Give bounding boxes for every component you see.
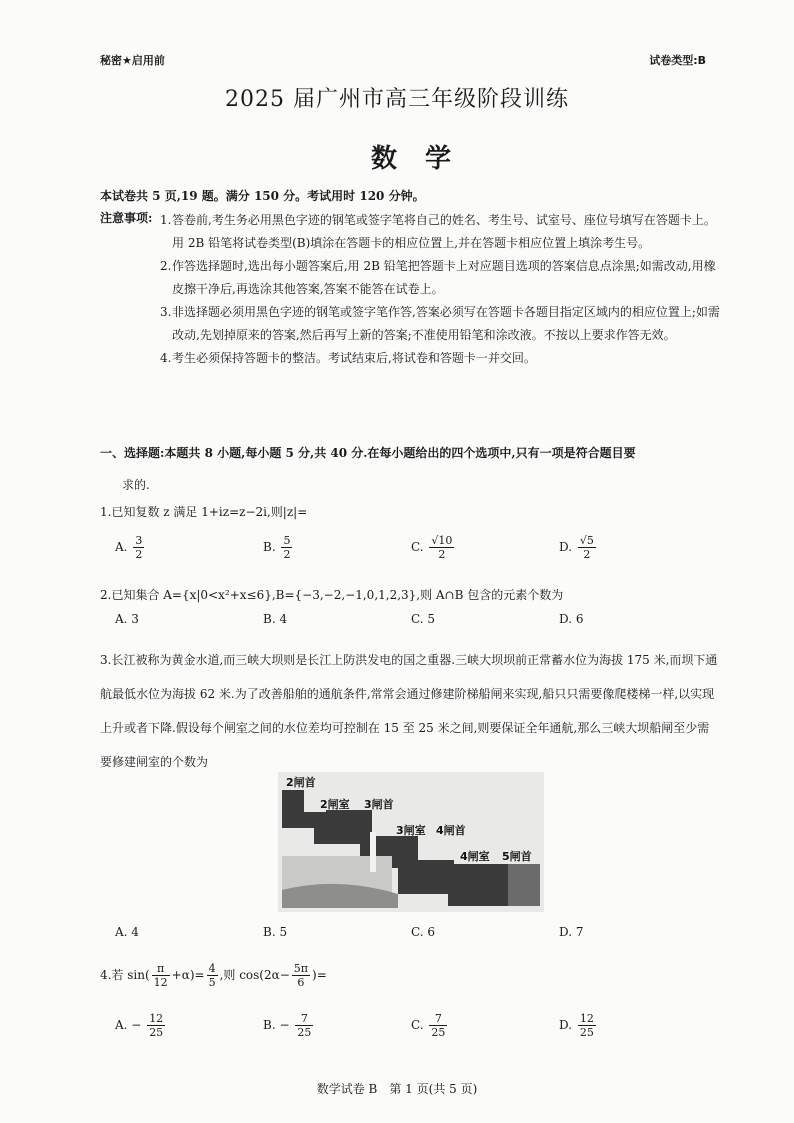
- label-4-head: 4闸首: [436, 824, 466, 837]
- option-d[interactable]: [559, 1012, 707, 1039]
- notes-list: [160, 209, 720, 370]
- denominator: 12: [153, 976, 168, 989]
- section-heading: [100, 437, 720, 501]
- option-c[interactable]: [411, 1012, 559, 1039]
- denominator: 2: [283, 548, 291, 561]
- option-a[interactable]: [115, 1012, 263, 1039]
- numerator: 7: [429, 1012, 447, 1026]
- question-4-stem: [100, 962, 327, 989]
- option-b[interactable]: [263, 534, 411, 561]
- fraction: [429, 534, 454, 561]
- fraction: [152, 962, 170, 989]
- option-d[interactable]: D. 7: [559, 925, 584, 939]
- paper-type-label: 试卷类型:B: [649, 54, 706, 67]
- option-a[interactable]: A. 3: [115, 612, 139, 626]
- note-text: 非选择题必须用黑色字迹的钢笔或签字笔作答,答案必须写在答题卡各题目指定区域内的相应位置上;如需改动,先划掉原来的答案,然后再写上新的答案;不准使用铅笔和涂改液。不按以上要求作答无效。: [172, 305, 720, 342]
- option-d[interactable]: [559, 534, 707, 561]
- option-b[interactable]: B. 5: [263, 925, 288, 939]
- label-5-head: 5闸首: [502, 850, 532, 863]
- question-2-options: [115, 612, 715, 626]
- note-number: 3.: [160, 305, 172, 319]
- fraction: [207, 962, 218, 989]
- label-2-chamber: 2闸室: [320, 798, 350, 811]
- question-3-options: [115, 925, 715, 939]
- note-number: 1.: [160, 213, 172, 227]
- note-item: [160, 209, 720, 255]
- lock-shadow: [508, 864, 540, 906]
- fraction: [578, 1012, 596, 1039]
- ship-lock-diagram: [278, 772, 544, 912]
- option-label: C.: [411, 540, 424, 554]
- note-text: 答卷前,考生务必用黑色字迹的钢笔或签字笔将自己的姓名、考生号、试室号、座位号填写在答题卡上。用 2B 铅笔将试卷类型(B)填涂在答题卡的相应位置上,并在答题卡相应位置上填涂考生号。: [172, 213, 716, 250]
- fraction: [147, 1012, 165, 1039]
- numerator: 5: [283, 534, 291, 547]
- option-a[interactable]: A. 4: [115, 925, 139, 939]
- label-3-head: 3闸首: [364, 798, 394, 811]
- numerator: 7: [295, 1012, 313, 1026]
- note-item: [160, 347, 720, 370]
- denominator: 2: [135, 548, 143, 561]
- stem-text: )=: [312, 968, 327, 982]
- option-label: D.: [559, 540, 573, 554]
- stem-text: ,则 cos(2α−: [219, 968, 290, 982]
- stem-text: 4.若 sin(: [100, 968, 150, 982]
- option-b[interactable]: B. 4: [263, 612, 288, 626]
- option-label: B.: [263, 540, 276, 554]
- question-2-stem: 2.已知集合 A={x|0<x²+x≤6},B={−3,−2,−1,0,1,2,3},则 A∩B 包含的元素个数为: [100, 588, 564, 602]
- question-1-options: [115, 534, 715, 561]
- fraction: [429, 1012, 447, 1039]
- page-footer: 数学试卷 B 第 1 页(共 5 页): [316, 1082, 478, 1096]
- denominator: 25: [297, 1026, 312, 1039]
- question-4-options: [115, 1012, 715, 1039]
- fraction: [578, 534, 596, 561]
- label-3-chamber: 3闸室: [396, 824, 426, 837]
- numerator: 12: [579, 1012, 594, 1025]
- option-label: A. −: [115, 1018, 142, 1032]
- option-b[interactable]: [263, 1012, 411, 1039]
- option-label: C.: [411, 1018, 424, 1032]
- denominator: 25: [149, 1026, 164, 1039]
- secret-label: 秘密★启用前: [100, 54, 165, 67]
- label-2-head: 2闸首: [286, 776, 316, 789]
- option-d[interactable]: D. 6: [559, 612, 584, 626]
- option-label: D.: [559, 1018, 573, 1032]
- notes-label: 注意事项:: [100, 211, 153, 225]
- subject-title: 数学: [370, 144, 479, 174]
- denominator: 2: [438, 548, 446, 561]
- numerator: √5: [579, 534, 594, 547]
- note-text: 考生必须保持答题卡的整洁。考试结束后,将试卷和答题卡一并交回。: [172, 351, 536, 365]
- option-c[interactable]: C. 5: [411, 612, 436, 626]
- option-label: A.: [115, 540, 128, 554]
- section-heading-line2: 求的.: [122, 478, 150, 492]
- note-item: [160, 255, 720, 301]
- question-3-stem: 3.长江被称为黄金水道,而三峡大坝则是长江上防洪发电的国之重器.三峡大坝坝前正常蓄水位为海拔 175 米,而坝下通航最低水位为海拔 62 米.为了改善船舶的通航条件,常常会通过修建阶梯船闸来实现,船只只需要像爬楼梯一样,以实现上升或者下降.假设每个闸室之间的水位差均可控制在 15 至 25 米之间,则要保证全年通航,那么三峡大坝船闸至少需要修建闸室的个数为: [100, 653, 718, 769]
- denominator: 5: [208, 976, 216, 989]
- option-c[interactable]: C. 6: [411, 925, 436, 939]
- numerator: √10: [431, 534, 453, 547]
- numerator: 5π: [293, 962, 309, 975]
- note-text: 作答选择题时,选出每小题答案后,用 2B 铅笔把答题卡上对应题目选项的答案信息点涂黑;如需改动,用橡皮擦干净后,再选涂其他答案,答案不能答在试卷上。: [172, 259, 716, 296]
- note-item: [160, 301, 720, 347]
- exam-title: 2025 届广州市高三年级阶段训练: [225, 87, 569, 112]
- numerator: 4: [208, 962, 216, 975]
- exam-info: 本试卷共 5 页,19 题。满分 150 分。考试用时 120 分钟。: [100, 189, 425, 203]
- gate-marker: [370, 832, 376, 872]
- fraction: [281, 534, 292, 561]
- section-heading-line1: 一、选择题:本题共 8 小题,每小题 5 分,共 40 分.在每小题给出的四个选项中,只有一项是符合题目要: [100, 446, 636, 460]
- numerator: π: [152, 962, 170, 976]
- fraction: [292, 962, 310, 989]
- note-number: 2.: [160, 259, 172, 273]
- option-label: B. −: [263, 1018, 290, 1032]
- numerator: 3: [135, 534, 143, 547]
- numerator: 12: [149, 1012, 164, 1025]
- denominator: 25: [579, 1026, 594, 1039]
- label-4-chamber: 4闸室: [460, 850, 490, 863]
- stem-text: +α)=: [171, 968, 205, 982]
- denominator: 6: [297, 976, 305, 989]
- denominator: 25: [431, 1026, 446, 1039]
- denominator: 2: [583, 548, 591, 561]
- option-c[interactable]: [411, 534, 559, 561]
- fraction: [295, 1012, 313, 1039]
- question-1-stem: 1.已知复数 z 满足 1+iz=z−2i,则|z|=: [100, 505, 308, 519]
- fraction: [133, 534, 144, 561]
- note-number: 4.: [160, 351, 172, 365]
- option-a[interactable]: [115, 534, 263, 561]
